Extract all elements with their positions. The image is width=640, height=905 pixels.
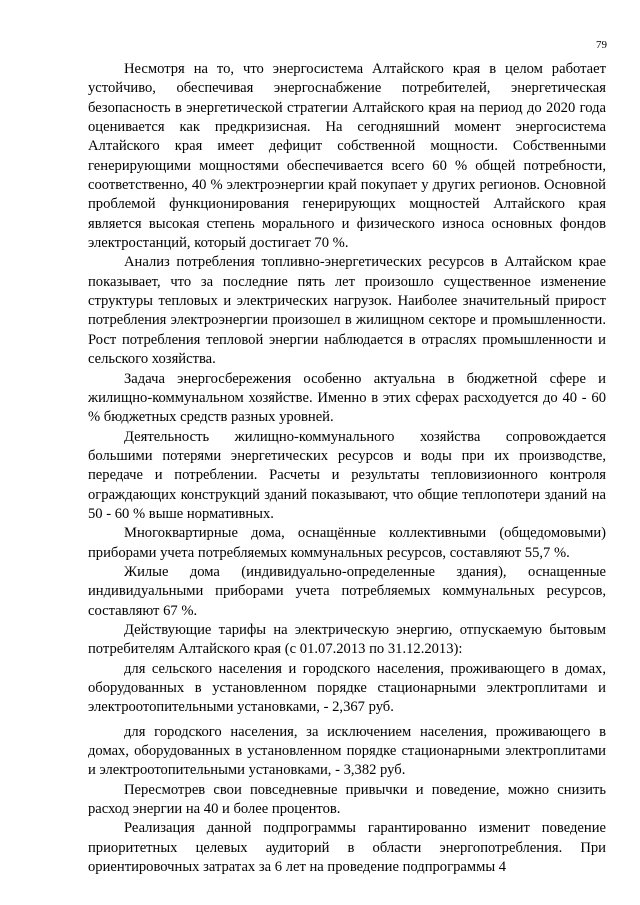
paragraph-energy-saving-task: Задача энергосбережения особенно актуальна в бюджетной сфере и жилищно-коммунальном хозяйстве. Именно в этих сферах расходуется до 40 - 60 % бюджетных средств разных уровней.	[88, 370, 606, 426]
paragraph-energy-system: Несмотря на то, что энергосистема Алтайского края в целом работает устойчиво, обеспечивая энергоснабжение потребителей, энергетическая безопасность в энергетической стратегии Алтайского края на период до 2020 года оценивается как предкризисная. На сегодняшний момент энергосистема Алтайского края имеет дефицит собственной мощности. Собственными генерирующими мощностями обеспечивается всего 60 % общей потребности, соответственно, 40 % электроэнергии край покупает у других регионов. Основной проблемой функционирования генерирующих мощностей Алтайского края является высокая степень морального и физического износа основных фондов электростанций, который достигает 70 %.	[88, 61, 606, 252]
paragraph-tariff-urban: для городского населения, за исключением населения, проживающего в домах, оборудованных в установленном порядке стационарными электроплитами и электроотопительными установками, - 3,382 руб.	[88, 723, 606, 779]
paragraph-individual-meters: Жилые дома (индивидуально-определенные здания), оснащенные индивидуальными приборами учета потребляемых коммунальных ресурсов, составляют 67 %.	[88, 563, 606, 619]
paragraph-collective-meters: Многоквартирные дома, оснащённые коллективными (общедомовыми) приборами учета потребляемых коммунальных ресурсов, составляют 55,7 %.	[88, 525, 606, 561]
paragraph-tariffs-intro: Действующие тарифы на электрическую энергию, отпускаемую бытовым потребителям Алтайского края (с 01.07.2013 по 31.12.2013):	[88, 621, 606, 658]
paragraph-subprogram: Реализация данной подпрограммы гарантированно изменит поведение приоритетных целевых аудиторий в области энергопотребления. При ориентировочных затратах за 6 лет на проведение подпрограммы 4	[88, 820, 606, 876]
paragraph-housing-losses: Деятельность жилищно-коммунального хозяйства сопровождается большими потерями энергетических ресурсов и воды при их производстве, передаче и потреблении. Расчеты и результаты тепловизионного контроля ограждающих конструкций зданий показывают, что общие теплопотери зданий на 50 - 60 % выше нормативных.	[88, 428, 606, 522]
paragraph-consumption-analysis: Анализ потребления топливно-энергетических ресурсов в Алтайском крае показывает, что за последние пять лет произошло существенное изменение структуры тепловых и электрических нагрузок. Наиболее значительный прирост потребления электроэнергии произошел в жилищном секторе и промышленности. Рост потребления тепловой энергии наблюдается в отраслях промышленности и сельского хозяйства.	[88, 254, 606, 368]
page-number: 79	[596, 39, 607, 51]
paragraph-habits: Пересмотрев свои повседневные привычки и поведение, можно снизить расход энергии на 40 и более процентов.	[88, 781, 606, 818]
paragraph-tariff-rural: для сельского населения и городского населения, проживающего в домах, оборудованных в установленном порядке стационарными электроплитами и электроотопительными установками, - 2,367 руб.	[88, 660, 606, 716]
body-text	[88, 60, 606, 877]
